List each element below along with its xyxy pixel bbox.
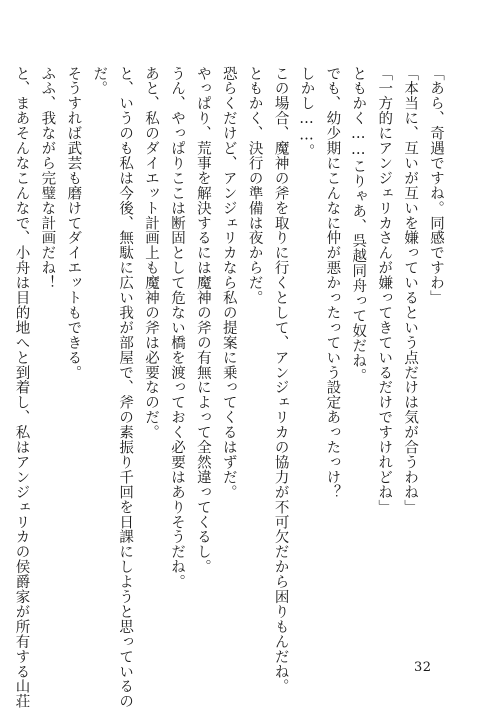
text-line: ともかく……こりゃあ、呉越同舟って奴だね。 — [350, 66, 367, 383]
text-line: 「一方的にアンジェリカさんが嫌ってきているだけですけれどね」 — [376, 66, 393, 515]
text-line: ともかく、決行の準備は夜からだ。 — [246, 66, 263, 306]
text-line: あと、私のダイエット計画上も魔神の斧は必要なのだ。 — [143, 66, 160, 440]
text-line: でも、幼少期にこんなに仲が悪かったっていう設定あったっけ？ — [324, 66, 341, 500]
text-line: 「あら、奇遇ですね。同感ですわ」 — [428, 66, 444, 306]
text-line: やっぱり、荒事を解決するには魔神の斧の有無によって全然違ってくるし。 — [194, 66, 211, 575]
text-line: 「本当に、互いが互いを嫌っているという点だけは気が合うわね」 — [402, 66, 419, 515]
text-line: しかし……。 — [298, 66, 315, 159]
text-line: 恐らくだけど、アンジェリカなら私の提案に乗ってくるはずだ。 — [220, 66, 237, 500]
text-line: この場合、魔神の斧を取りに行くとして、アンジェリカの協力が不可欠だから困りもんだね。 — [272, 66, 289, 694]
text-line: と、まあそんなこんなで、小舟は目的地へと到着し、私はアンジェリカの侯爵家が所有する山荘 — [13, 66, 30, 709]
text-line: うん、やっぱりここは断固として危ない橋を渡っておく必要はありそうだね。 — [168, 66, 185, 590]
text-line: だ。 — [91, 66, 108, 96]
page-number: 32 — [414, 660, 432, 675]
text-line: と、いうのも私は今後、無駄に広い我が部屋で、斧の素振り千回を日課にしようと思っているの — [117, 66, 134, 709]
text-line: ふふ、我ながら完璧な計画だね！ — [39, 66, 56, 291]
text-line: そうすれば武芸も磨けてダイエットもできる。 — [65, 66, 82, 380]
